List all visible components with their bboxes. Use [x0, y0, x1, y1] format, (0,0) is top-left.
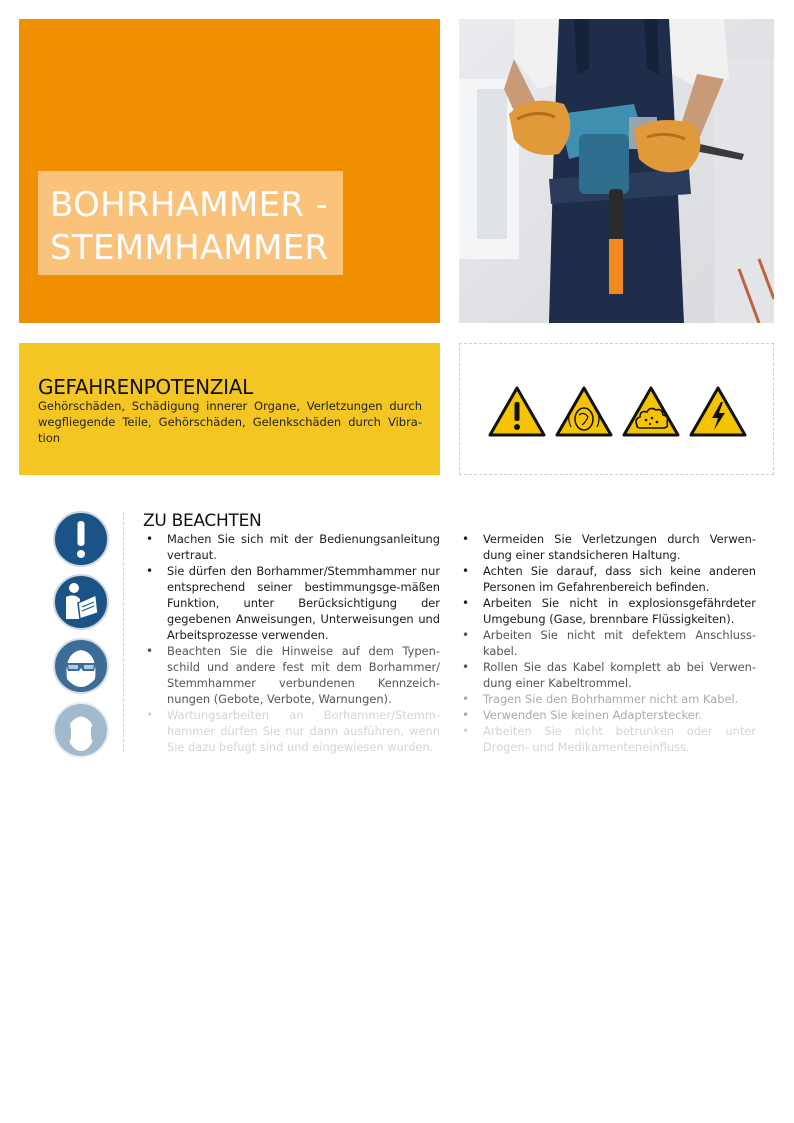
- dust-warning-icon: [622, 385, 680, 437]
- hazard-text: Gehörschäden, Schädigung innerer Organe, Verletzungen durch wegfliegende Teile, Gehörschäden, Gelenkschäden durch Vibration: [38, 399, 422, 445]
- general-mandatory-icon: [52, 510, 110, 568]
- page-title-line-1: BOHRHAMMER -: [50, 185, 328, 225]
- list-item: • Arbeiten Sie nicht in explosionsgefährdeter Umgebung (Gase, brennbare Flüssigkeiten).: [459, 595, 756, 627]
- list-item: • Vermeiden Sie Verletzungen durch Verwen-dung einer standsicheren Haltung.: [459, 531, 756, 563]
- notes-left-column: [143, 531, 440, 755]
- list-item: • Machen Sie sich mit der Bedienungsanleitung vertraut.: [143, 531, 440, 563]
- hazard-title: GEFAHRENPOTENZIAL: [38, 375, 253, 399]
- noise-warning-icon: [555, 385, 613, 437]
- column-divider: [123, 512, 124, 752]
- list-item: • Tragen Sie den Bohrhammer nicht am Kabel.: [459, 691, 756, 707]
- read-manual-icon: [52, 573, 110, 631]
- notes-title: ZU BEACHTEN: [143, 511, 262, 531]
- hazard-panel: [19, 343, 440, 475]
- electricity-warning-icon: [689, 385, 747, 437]
- page-title-line-2: STEMMHAMMER: [50, 228, 329, 268]
- notes-right-column: [459, 531, 756, 755]
- list-item: • Rollen Sie das Kabel komplett ab bei Verwen-dung einer Kabeltrommel.: [459, 659, 756, 691]
- ear-protection-icon: [52, 701, 110, 759]
- worker-photo-illustration: [459, 19, 774, 323]
- list-item: • Verwenden Sie keinen Adapterstecker.: [459, 707, 756, 723]
- list-item: • Achten Sie darauf, dass sich keine anderen Personen im Gefahrenbereich befinden.: [459, 563, 756, 595]
- list-item: • Wartungsarbeiten an Borhammer/Stemm-hammer dürfen Sie nur dann ausführen, wenn Sie dazu befugt sind und eingewiesen wurden.: [143, 707, 440, 755]
- hero-panel: [19, 19, 440, 323]
- list-item: • Beachten Sie die Hinweise auf dem Typen-schild und andere fest mit dem Borhammer/ Stemmhammer verbundenen Kennzeich-nungen (Gebote, Verbote, Warnungen).: [143, 643, 440, 707]
- hero-photo: [459, 19, 774, 323]
- general-warning-icon: [488, 385, 546, 437]
- title-box: [38, 171, 343, 275]
- eye-protection-icon: [52, 637, 110, 695]
- warning-signs-box: [459, 343, 774, 475]
- list-item: • Sie dürfen den Borhammer/Stemmhammer nur entsprechend seiner bestimmungsge-mäßen Funktion, unter Berücksichtigung der gegebenen Anweisungen, Unterweisungen und Arbeitsprozesse verwenden.: [143, 563, 440, 643]
- list-item: • Arbeiten Sie nicht mit defektem Anschluss-kabel.: [459, 627, 756, 659]
- list-item: • Arbeiten Sie nicht betrunken oder unter Drogen- und Medikamenteneinfluss.: [459, 723, 756, 755]
